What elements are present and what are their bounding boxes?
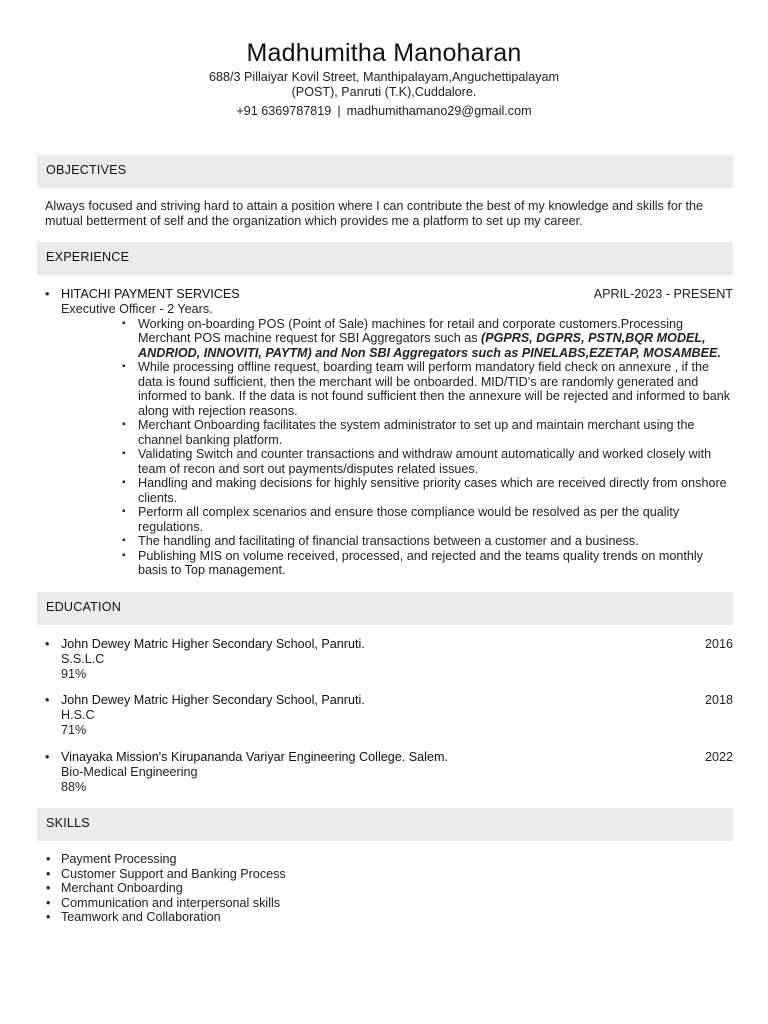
- responsibility-item: ▪ Handling and making decisions for highly sensitive priority cases which are received directly from onshore clients.: [138, 476, 733, 505]
- email-address[interactable]: madhumithamano29@gmail.com: [346, 104, 532, 118]
- phone-number: +91 6369787819: [236, 104, 332, 118]
- education-entry-header: [45, 750, 733, 765]
- score: 91%: [61, 666, 87, 681]
- school-name: Vinayaka Mission's Kirupananda Variyar Engineering College. Salem.: [61, 750, 448, 764]
- candidate-name: Madhumitha Manoharan: [246, 39, 522, 67]
- resume-header: [0, 0, 768, 119]
- bullet-icon: •: [45, 637, 50, 651]
- experience-heading: EXPERIENCE: [46, 250, 130, 264]
- bullet-icon: •: [45, 287, 50, 301]
- responsibility-item: ▪ The handling and facilitating of financial transactions between a customer and a business.: [138, 534, 733, 549]
- experience-section-header: [37, 242, 733, 275]
- education-entry: [45, 750, 733, 794]
- responsibility-item: ▪ Merchant Onboarding facilitates the system administrator to set up and maintain merchant using the channel banking platform.: [138, 418, 733, 447]
- bullet-icon: •: [45, 693, 50, 707]
- contact-separator: |: [337, 104, 341, 118]
- responsibility-item: ▪ While processing offline request, boarding team will perform mandatory field check on annexure , if the data is found sufficient, then the merchant will be onboarded. MID/TID’s are randomly generated and informed to bank. If the data is not found sufficient then the annexure will be rejected and informed to bank along with rejection reasons.: [138, 360, 733, 418]
- education-entry-header: [45, 693, 733, 708]
- objectives-section-header: [37, 155, 733, 188]
- address-line-1: 688/3 Pillaiyar Kovil Street, Manthipalayam,Anguchettipalayam: [208, 70, 559, 84]
- skills-section-header: [37, 808, 733, 841]
- skills-list: [45, 852, 725, 925]
- responsibility-item: ▪ Perform all complex scenarios and ensure those compliance would be resolved as per the quality regulations.: [138, 505, 733, 534]
- responsibilities-list: [45, 317, 733, 578]
- course-name: Bio-Medical Engineering: [61, 765, 198, 779]
- education-entry: [45, 693, 733, 737]
- skills-heading: SKILLS: [46, 816, 90, 830]
- education-entry-header: [45, 637, 733, 652]
- experience-entry: [45, 287, 733, 578]
- graduation-year: 2016: [704, 637, 733, 651]
- graduation-year: 2022: [704, 750, 733, 764]
- objectives-heading: OBJECTIVES: [46, 163, 127, 177]
- education-entry: [45, 637, 733, 681]
- responsibility-item: ▪ Validating Switch and counter transactions and withdraw amount automatically and worked closely with team of recon and sort out payments/disputes related issues.: [138, 447, 733, 476]
- graduation-year: 2018: [704, 693, 733, 707]
- aggregators-list: (PGPRS, DGPRS, PSTN,BQR MODEL, ANDRIOD, INNOVITI, PAYTM) and Non SBI Aggregators such as PINELABS,EZETAP, MOSAMBEE.: [138, 331, 721, 360]
- education-heading: EDUCATION: [46, 600, 122, 614]
- responsibility-item: [138, 317, 733, 361]
- score: 71%: [61, 722, 87, 737]
- education-section-header: [37, 592, 733, 625]
- skill-item: • Customer Support and Banking Process: [45, 867, 725, 882]
- responsibility-text: Working on-boarding POS (Point of Sale) machines for retail and corporate customers.Processing Merchant POS machine request for SBI Aggregators such as: [138, 316, 684, 345]
- company-name: HITACHI PAYMENT SERVICES: [61, 287, 240, 301]
- course-name: H.S.C: [61, 708, 95, 722]
- employment-dates: APRIL-2023 - PRESENT: [593, 287, 733, 301]
- experience-entry-header: [45, 287, 733, 302]
- school-name: John Dewey Matric Higher Secondary School, Panruti.: [61, 693, 365, 707]
- objectives-text: Always focused and striving hard to attain a position where I can contribute the best of my knowledge and skills for the mutual betterment of self and the organization which provides me a platform to set up my career.: [45, 199, 704, 228]
- course-name: S.S.L.C: [61, 652, 105, 666]
- bullet-icon: •: [45, 750, 50, 764]
- skill-item: • Communication and interpersonal skills: [45, 896, 725, 911]
- skill-item: • Payment Processing: [45, 852, 725, 867]
- responsibility-item: ▪ Publishing MIS on volume received, processed, and rejected and the teams quality trends on monthly basis to Top management.: [138, 549, 733, 578]
- skill-item: • Teamwork and Collaboration: [45, 910, 725, 925]
- skill-item: • Merchant Onboarding: [45, 881, 725, 896]
- school-name: John Dewey Matric Higher Secondary School, Panruti.: [61, 637, 365, 651]
- address-line-2: (POST), Panruti (T.K),Cuddalore.: [291, 85, 477, 99]
- contact-line: [0, 104, 768, 119]
- job-role: Executive Officer - 2 Years.: [61, 302, 213, 316]
- score: 88%: [61, 779, 87, 794]
